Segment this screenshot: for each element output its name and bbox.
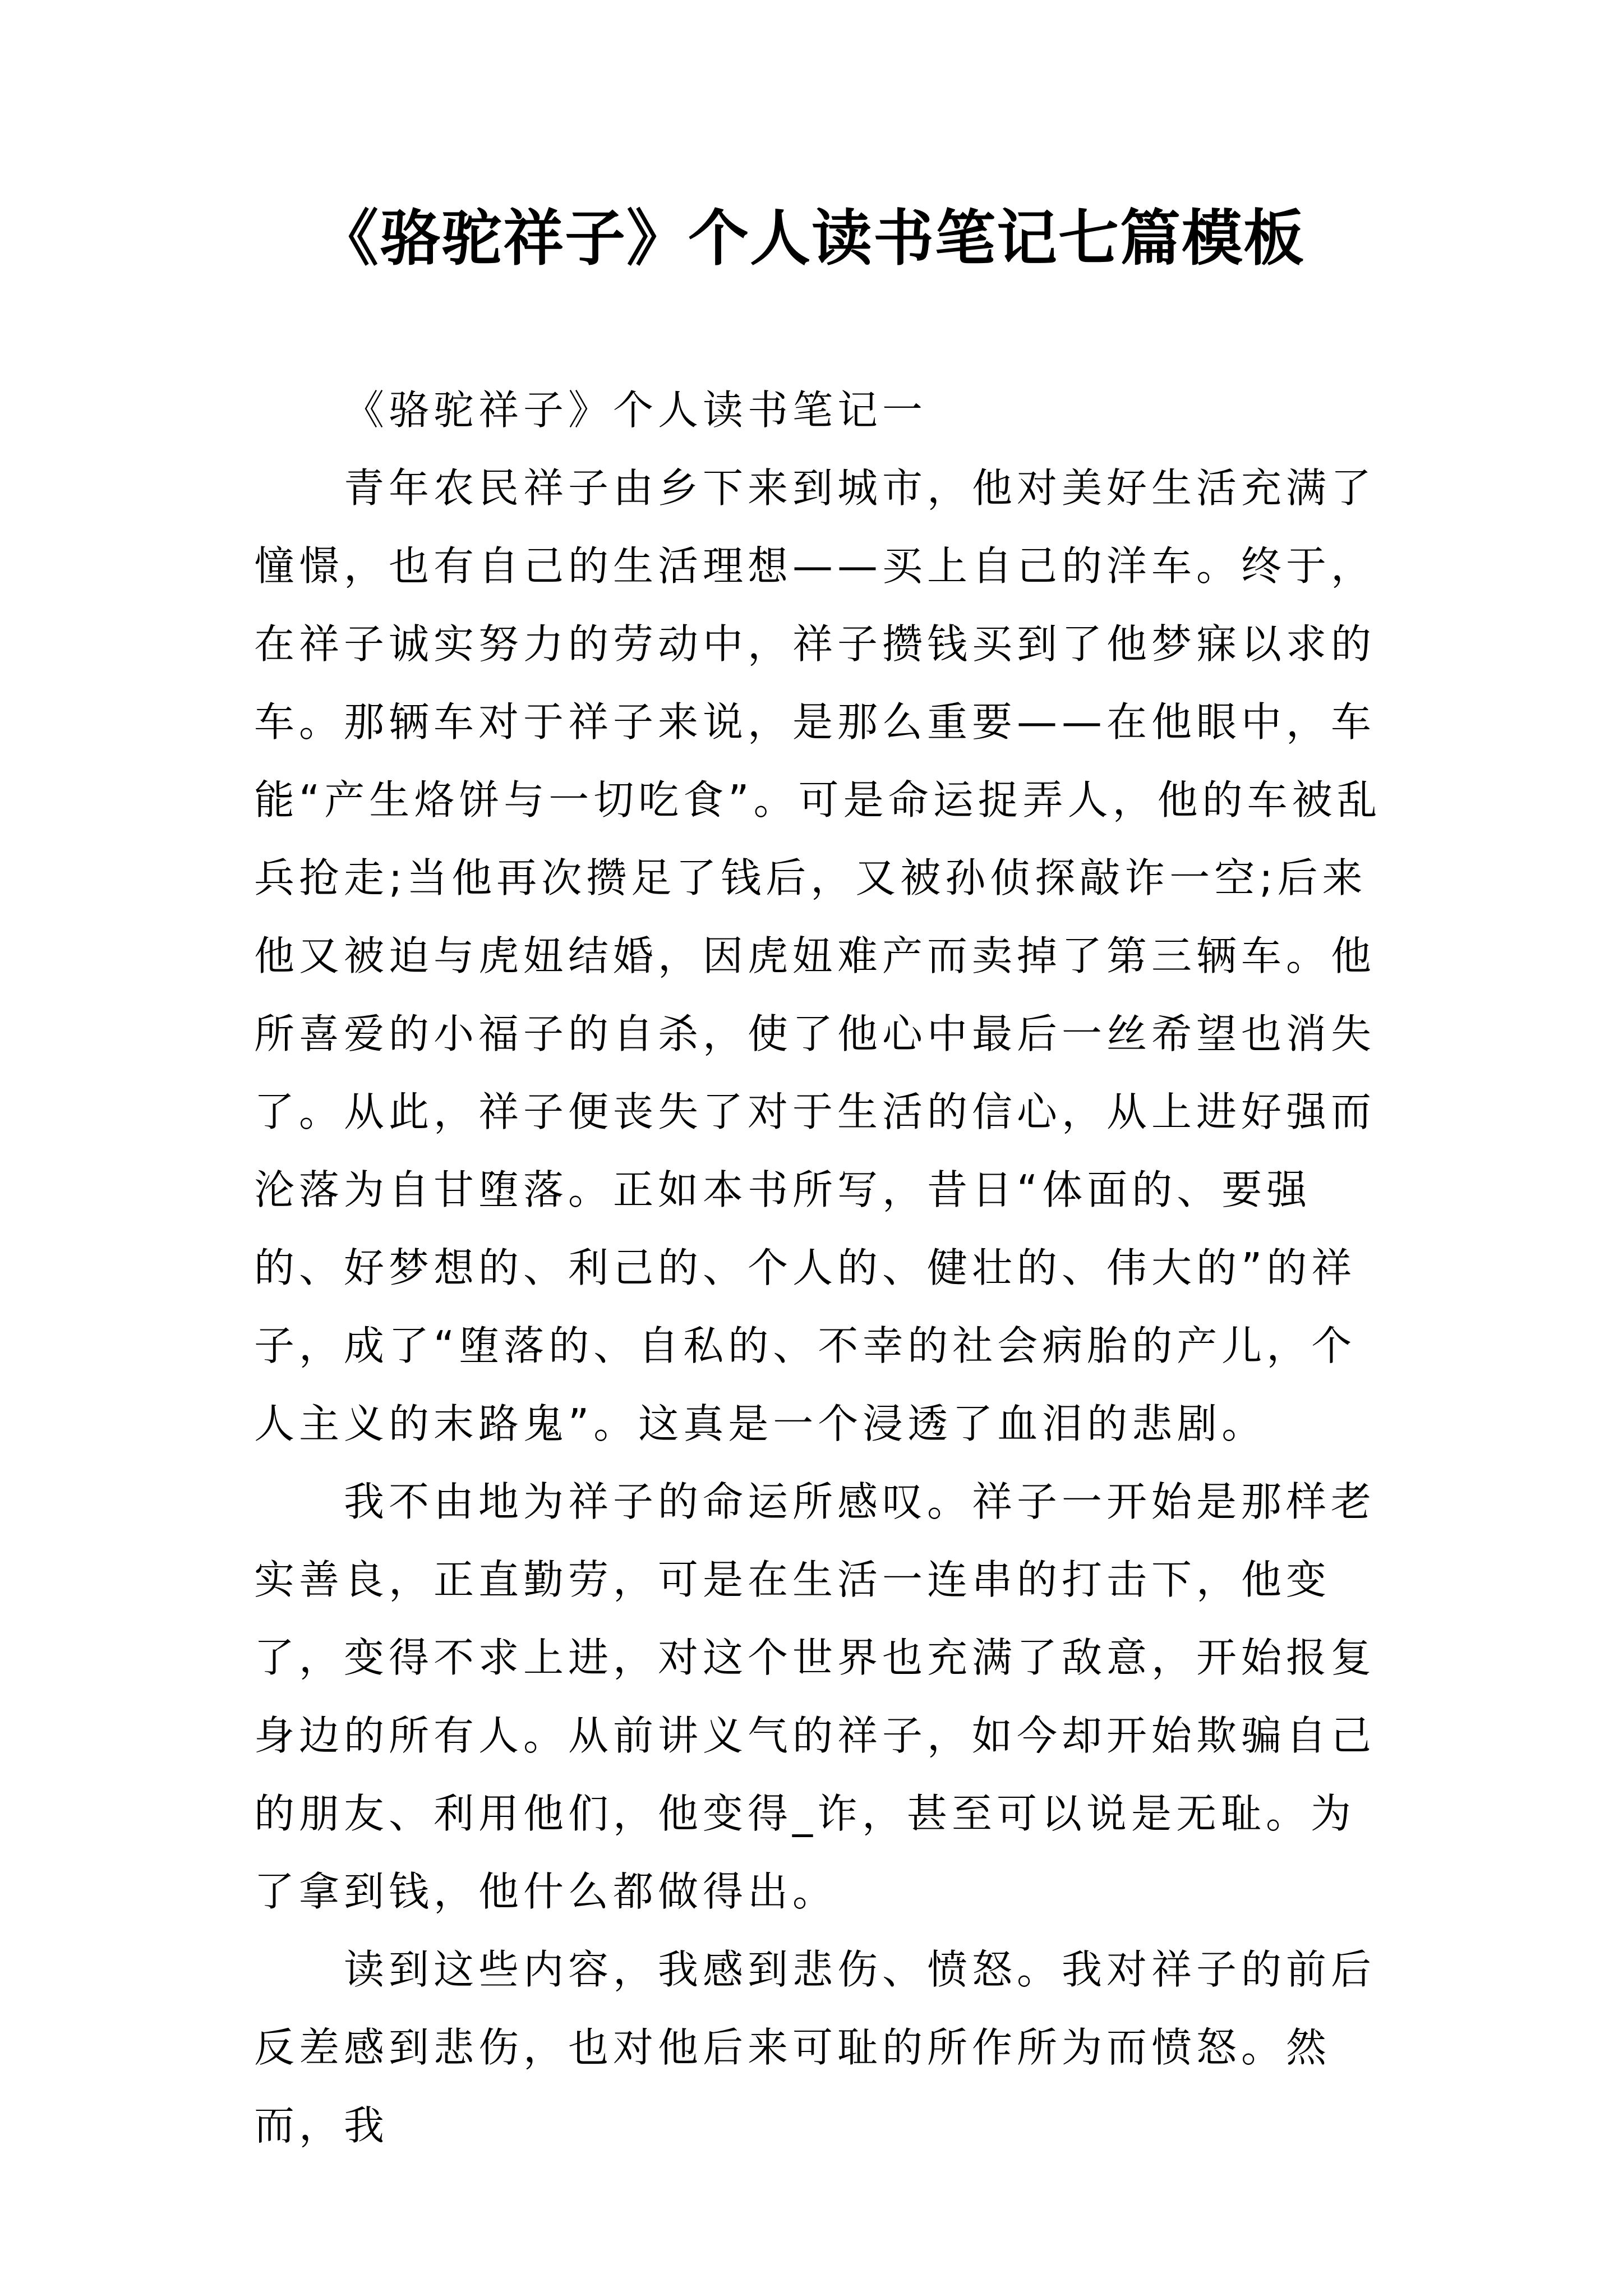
- document-body: [254, 371, 1387, 2165]
- document-title: 《骆驼祥子》个人读书笔记七篇模板: [317, 203, 1305, 274]
- paragraph-1: 青年农民祥子由乡下来到城市，他对美好生活充满了憧憬，也有自己的生活理想——买上自己的洋车。终于，在祥子诚实努力的劳动中，祥子攒钱买到了他梦寐以求的车。那辆车对于祥子来说，是那么重要——在他眼中，车能“产生烙饼与一切吃食”。可是命运捉弄人，他的车被乱兵抢走;当他再次攒足了钱后，又被孙侦探敲诈一空;后来他又被迫与虎妞结婚，因虎妞难产而卖掉了第三辆车。他所喜爱的小福子的自杀，使了他心中最后一丝希望也消失了。从此，祥子便丧失了对于生活的信心，从上进好强而沦落为自甘堕落。正如本书所写，昔日“体面的、要强的、好梦想的、利己的、个人的、健壮的、伟大的”的祥子，成了“堕落的、自私的、不幸的社会病胎的产儿，个人主义的末路鬼”。这真是一个浸透了血泪的悲剧。: [254, 464, 1382, 1447]
- paragraph-3: 读到这些内容，我感到悲伤、愤怒。我对祥子的前后反差感到悲伤，也对他后来可耻的所作所为而愤怒。然而，我: [254, 1946, 1376, 2149]
- section-heading: 《骆驼祥子》个人读书笔记一: [344, 386, 928, 434]
- paragraph-2: 我不由地为祥子的命运所感叹。祥子一开始是那样老实善良，正直勤劳，可是在生活一连串的打击下，他变了，变得不求上进，对这个世界也充满了敌意，开始报复身边的所有人。从前讲义气的祥子，如今却开始欺骗自己的朋友、利用他们，他变得_诈，甚至可以说是无耻。为了拿到钱，他什么都做得出。: [254, 1478, 1376, 1915]
